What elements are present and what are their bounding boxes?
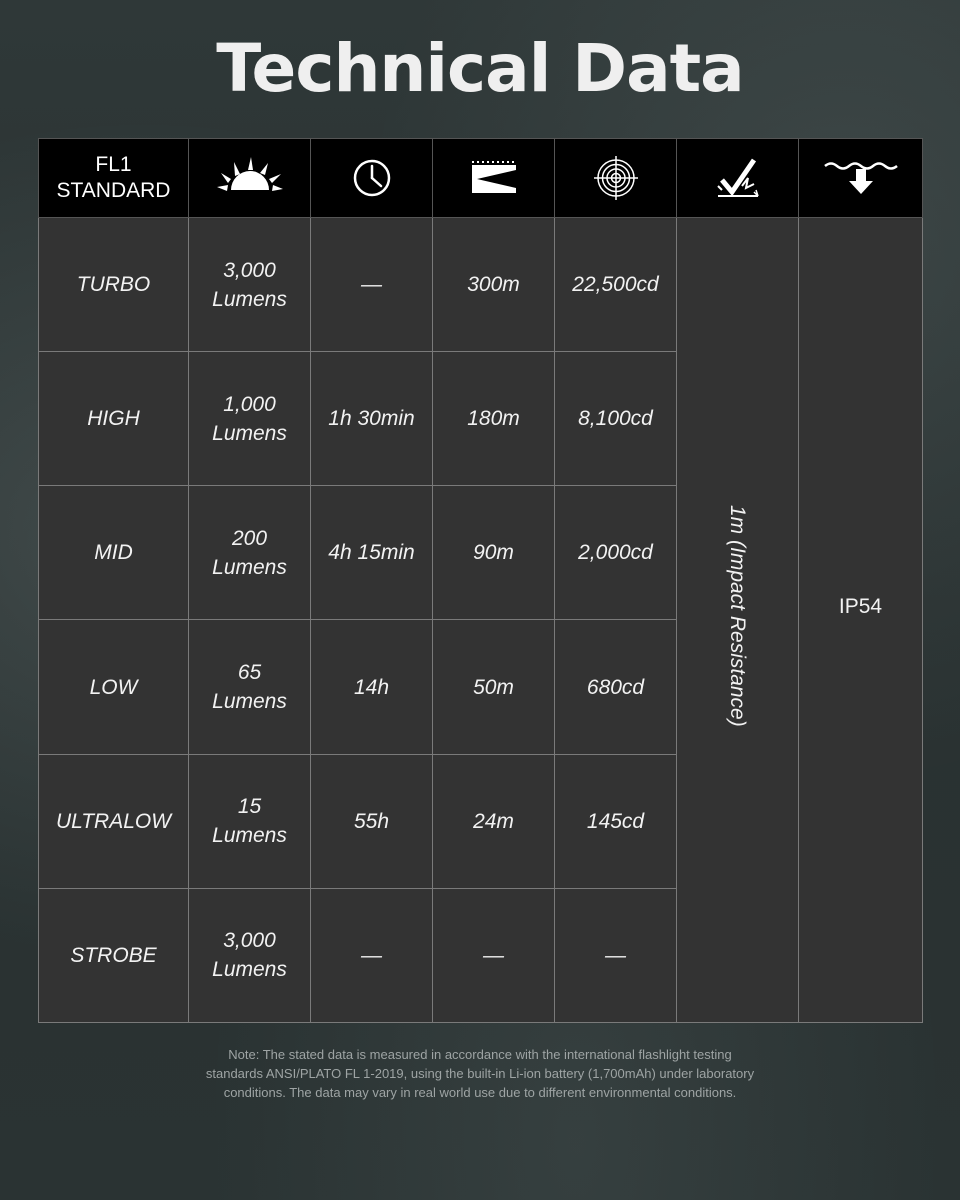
distance-cell: 50m	[433, 620, 555, 754]
runtime-cell: —	[311, 888, 433, 1022]
impact-cell	[677, 218, 799, 1023]
spec-table	[38, 138, 923, 1023]
lumens-unit: Lumens	[212, 690, 287, 714]
lumens-value: 200	[231, 526, 268, 550]
mode-cell: ULTRALOW	[39, 754, 189, 888]
lumens-unit: Lumens	[212, 421, 287, 445]
intensity-cell: 680cd	[555, 620, 677, 754]
mode-cell: STROBE	[39, 888, 189, 1022]
page-title: Technical Data	[216, 30, 744, 107]
intensity-cell: 145cd	[555, 754, 677, 888]
brightness-icon	[215, 156, 285, 200]
runtime-cell: 55h	[311, 754, 433, 888]
header-water	[799, 139, 923, 218]
header-standard-line-2: STANDARD	[56, 179, 171, 202]
lumens-unit: Lumens	[212, 287, 287, 311]
intensity-target-icon	[593, 155, 639, 201]
lumens-value: 65	[237, 661, 262, 685]
runtime-cell: 1h 30min	[311, 352, 433, 486]
runtime-clock-icon	[351, 157, 393, 199]
lumens-value: 3,000	[223, 929, 276, 953]
lumens-unit: Lumens	[212, 824, 287, 848]
water-resistance-icon	[823, 158, 899, 198]
intensity-cell: 2,000cd	[555, 486, 677, 620]
mode-cell: HIGH	[39, 352, 189, 486]
header-distance	[433, 139, 555, 218]
lumens-unit: Lumens	[212, 555, 287, 579]
header-standard-line-1: FL1	[95, 153, 132, 176]
table-header-row	[39, 139, 923, 218]
lumens-unit: Lumens	[212, 958, 287, 982]
lumens-cell	[189, 486, 311, 620]
water-cell	[799, 218, 923, 1023]
lumens-value: 1,000	[223, 392, 276, 416]
impact-resistance-icon	[716, 156, 760, 200]
intensity-cell: 8,100cd	[555, 352, 677, 486]
header-brightness	[189, 139, 311, 218]
mode-cell: LOW	[39, 620, 189, 754]
header-standard	[39, 139, 189, 218]
distance-cell: 300m	[433, 218, 555, 352]
header-impact	[677, 139, 799, 218]
intensity-cell: —	[555, 888, 677, 1022]
lumens-cell	[189, 352, 311, 486]
water-value: IP54	[838, 594, 883, 618]
header-runtime	[311, 139, 433, 218]
distance-cell: 180m	[433, 352, 555, 486]
lumens-cell	[189, 754, 311, 888]
lumens-cell	[189, 888, 311, 1022]
header-intensity	[555, 139, 677, 218]
lumens-cell	[189, 218, 311, 352]
lumens-value: 3,000	[223, 258, 276, 282]
distance-cell: 24m	[433, 754, 555, 888]
footnote: Note: The stated data is measured in accordance with the international flashlight testing standards ANSI/PLATO FL 1-2019, using the built-in Li-ion battery (1,700mAh) under laboratory conditions. The data may vary in real world use due to different environmental conditions.	[205, 1047, 755, 1100]
lumens-value: 15	[237, 795, 262, 819]
impact-value: 1m (Impact Resistance)	[726, 505, 749, 727]
runtime-cell: 4h 15min	[311, 486, 433, 620]
intensity-cell: 22,500cd	[555, 218, 677, 352]
beam-distance-icon	[470, 158, 518, 198]
runtime-cell: —	[311, 218, 433, 352]
distance-cell: —	[433, 888, 555, 1022]
table-row	[39, 218, 923, 352]
distance-cell: 90m	[433, 486, 555, 620]
lumens-cell	[189, 620, 311, 754]
mode-cell: MID	[39, 486, 189, 620]
mode-cell: TURBO	[39, 218, 189, 352]
runtime-cell: 14h	[311, 620, 433, 754]
